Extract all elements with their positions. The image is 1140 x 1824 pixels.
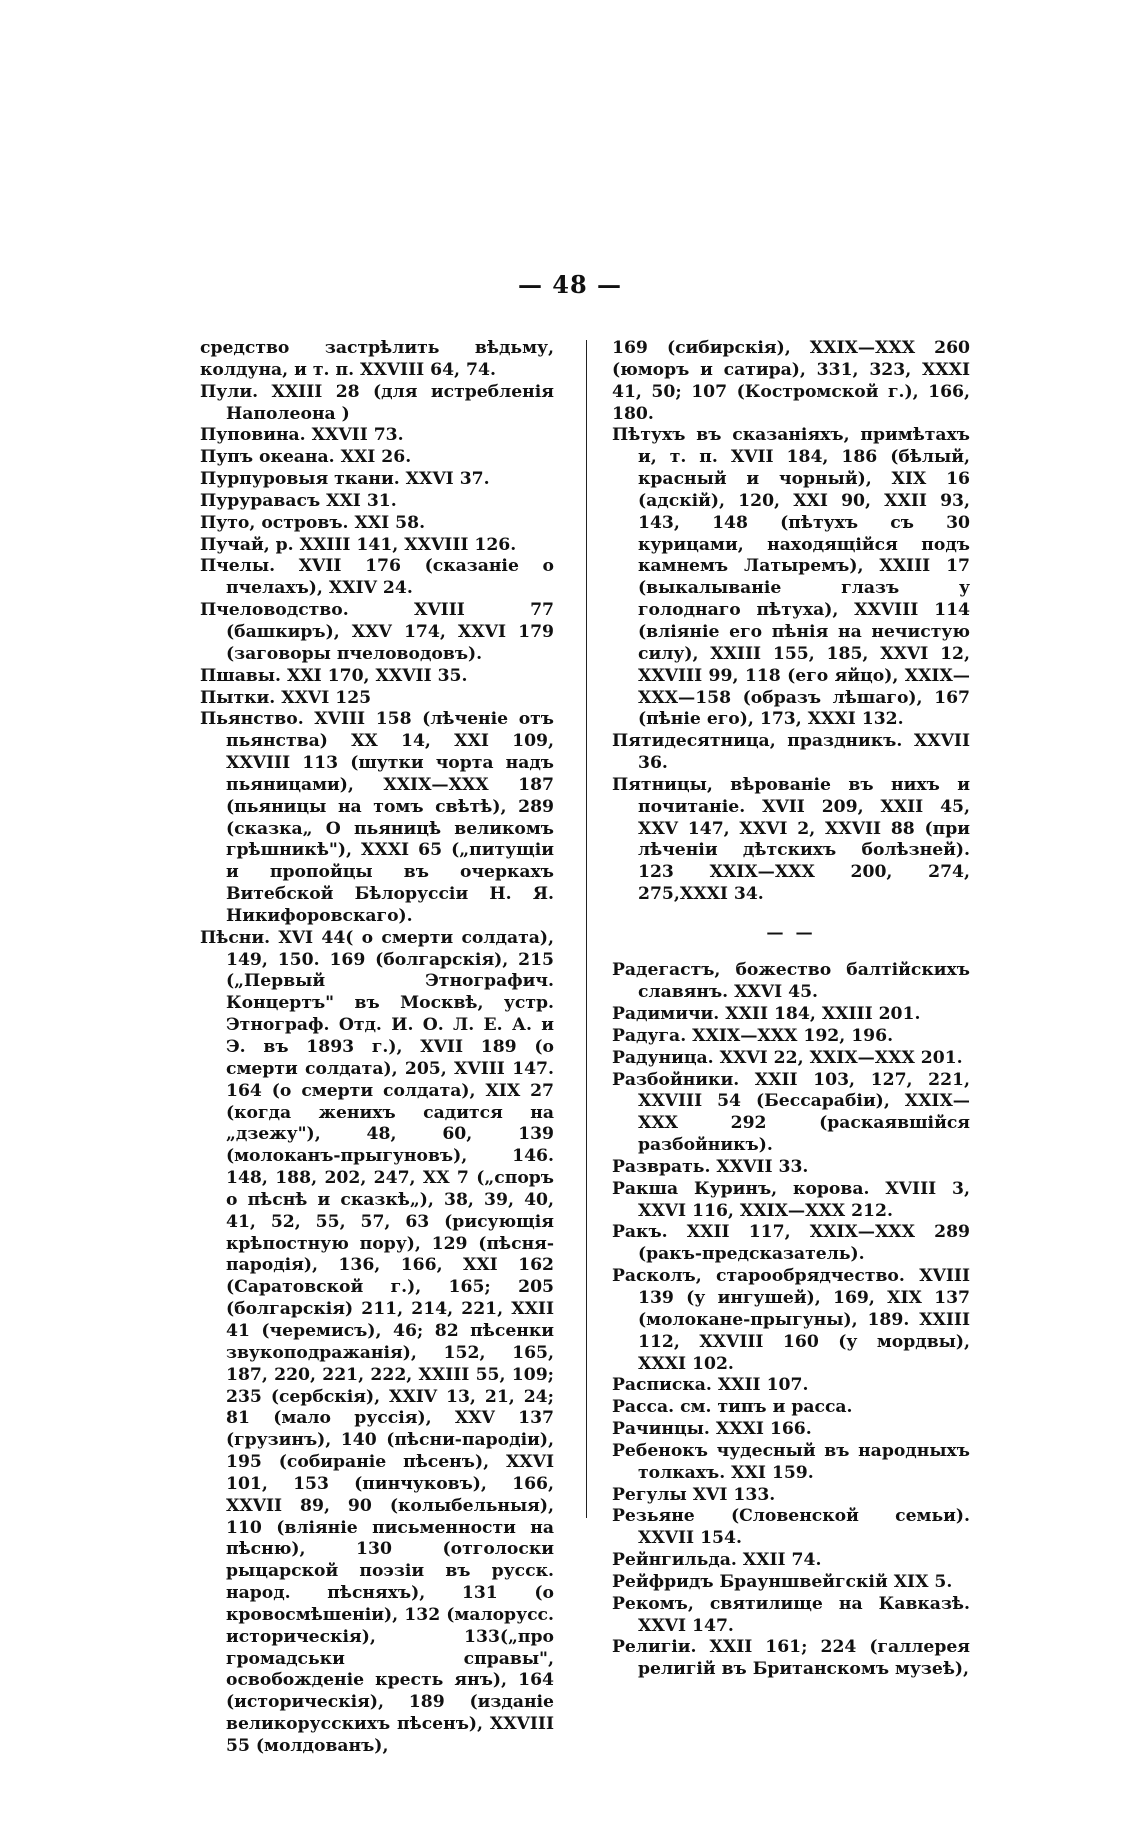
index-entry: Радуга. XXIX—XXX 192, 196. (612, 1025, 894, 1046)
index-entry: 169 (сибирскія), XXIX—XXX 260 (юморъ и сатира), 331, 323, XXXI 41, 50; 107 (Костромской г.), 166, 180. (612, 338, 970, 424)
index-entry: Рейнгильда. XXII 74. (612, 1550, 822, 1571)
column-rule (586, 340, 587, 1518)
left-column (200, 338, 554, 1758)
index-entry: Регулы XVI 133. (612, 1484, 776, 1505)
index-entry: Пчеловодство. XVIII 77 (башкиръ), XXV 174, XXVI 179 (заговоры пчеловодовъ). (200, 600, 554, 664)
index-entry: Пятницы, вѣрованіе въ нихъ и почитаніе. XVII 209, XXII 45, XXV 147, XXVI 2, XXVII 88 (при лѣченіи дѣтскихъ болѣзней). 123 XXIX—XXX 200, 274, 275,XXXI 34. (612, 774, 970, 905)
index-entry: Пытки. XXVI 125 (200, 687, 372, 708)
index-entry: Рейфридъ Брауншвейгскій XIX 5. (612, 1571, 953, 1592)
index-entry: Разбойники. XXII 103, 127, 221, XXVIII 54 (Бессарабіи), XXIX—XXX 292 (раскаявшійся разбойникъ). (612, 1069, 970, 1156)
index-entry: Пули. XXIII 28 (для истребленія Наполеона ) (200, 381, 554, 424)
index-entry: Пѣтухъ въ сказаніяхъ, примѣтахъ и, т. п. XVII 184, 186 (бѣлый, красный и чорный), XIX 16 (адскій), 120, XXI 90, XXII 93, 143, 148 (пѣтухъ съ 30 курицами, находящійся подъ камнемъ Латыремъ), XXIII 17 (выкалываніе глазъ у голоднаго пѣтуха), XXVIII 114 (вліяніе его пѣнія на нечистую силу), XXIII 155, 185, XXVI 12, XXVIII 99, 118 (его яйцо), XXIX—XXX—158 (образъ лѣшаго), 167 (пѣніе его), 173, XXXI 132. (612, 425, 970, 730)
index-entry: Религіи. XXII 161; 224 (галлерея религій въ Британскомъ музеѣ), (612, 1637, 970, 1680)
index-entry: Расколъ, старообрядчество. XVIII 139 (у ингушей), 169, XIX 137 (молокане-прыгуны), 189. XXIII 112, XXVIII 160 (у мордвы), XXXI 102. (612, 1266, 970, 1374)
index-entry: Разврать. XXVII 33. (612, 1156, 809, 1177)
index-entry: Резьяне (Словенской семьи). XXVII 154. (612, 1506, 970, 1549)
index-entry: Ракъ. XXII 117, XXIX—XXX 289 (ракъ-предсказатель). (612, 1222, 970, 1265)
index-entry: Пшавы. XXI 170, XXVII 35. (200, 665, 468, 686)
index-entry: Рекомъ, святилище на Кавказѣ. XXVI 147. (612, 1593, 970, 1636)
page-number: — 48 — (517, 270, 623, 299)
index-entry: Радегастъ, божество балтійскихъ славянъ. XXVI 45. (612, 960, 970, 1003)
index-entry: Радуница. XXVI 22, XXIX—XXX 201. (612, 1047, 963, 1068)
index-entry: Пуповина. XXVII 73. (200, 425, 404, 446)
index-entry: Путо, островъ. XXI 58. (200, 512, 426, 533)
index-entry: Пьянство. XVIII 158 (лѣченіе отъ пьянства) XX 14, XXI 109, XXVIII 113 (шутки чорта надъ пьяницами), XXIX—XXX 187 (пьяницы на томъ свѣтѣ), 289 (сказка„ О пьяницѣ великомъ грѣшникѣ"), XXXI 65 („питущіи и пропойцы въ очеркахъ Витебской Бѣлоруссіи Н. Я. Никифоровскаго). (200, 709, 554, 926)
index-entry: Пупъ океана. XXI 26. (200, 447, 412, 468)
index-entry: Пучай, р. XXIII 141, XXVIII 126. (200, 534, 517, 555)
index-entry: Ракша Куринъ, корова. XVIII 3, XXVI 116, XXIX—XXX 212. (612, 1178, 970, 1221)
index-entry: Пурпуровыя ткани. XXVI 37. (200, 469, 490, 490)
index-entry: Пятидесятница, праздникъ. XXVII 36. (612, 731, 970, 774)
index-entry: Радимичи. XXII 184, XXIII 201. (612, 1004, 921, 1024)
section-separator: — — (766, 923, 816, 944)
index-entry: Расписка. XXII 107. (612, 1375, 809, 1396)
index-entry: средство застрѣлить вѣдьму, колдуна, и т. п. XXVIII 64, 74. (200, 338, 554, 380)
index-entry: Пуруравасъ XXI 31. (200, 490, 397, 511)
right-column (612, 338, 970, 1681)
index-entry: Ребенокъ чудесный въ народныхъ толкахъ. XXI 159. (612, 1440, 970, 1483)
index-entry: Рачинцы. XXXI 166. (612, 1419, 812, 1440)
index-entry: Пчелы. XVII 176 (сказаніе о пчелахъ), XXIV 24. (200, 556, 554, 599)
index-entry: Расса. см. типъ и расса. (612, 1397, 853, 1418)
index-entry: Пѣсни. XVI 44( о смерти солдата), 149, 150. 169 (болгарскія), 215 („Первый Этнографич. Концертъ" въ Москвѣ, устр. Этнограф. Отд. И. О. Л. Е. А. и Э. въ 1893 г.), XVII 189 (о смерти солдата), 205, XVIII 147. 164 (о смерти солдата), XIX 27 (когда женихъ садится на „дзежу"), 48, 60, 139 (молоканъ-прыгуновъ), 146. 148, 188, 202, 247, XX 7 („споръ о пѣснѣ и сказкѣ„), 38, 39, 40, 41, 52, 55, 57, 63 (рисующія крѣпостную пору), 129 (пѣсня-пародія), 136, 166, XXI 162 (Саратовской г.), 165; 205 (болгарскія) 211, 214, 221, XXII 41 (черемисъ), 46; 82 пѣсенки звукоподражанія), 152, 165, 187, 220, 221, 222, XXIII 55, 109; 235 (сербскія), XXIV 13, 21, 24; 81 (мало руссія), XXV 137 (грузинъ), 140 (пѣсни-пародіи), 195 (собираніе пѣсенъ), XXVI 101, 153 (пинчуковъ), 166, XXVII 89, 90 (колыбельныя), 110 (вліяніе письменности на пѣсню), 130 (отголоски рыцарской поэзіи въ русск. народ. пѣсняхъ), 131 (о кровосмѣшеніи), 132 (малорусс. историческія), 133(„про громадськи справы", освобожденіе кресть янъ), 164 (историческія), 189 (изданіе великорусскихъ пѣсенъ), XXVIII 55 (молдованъ), (200, 927, 554, 1756)
